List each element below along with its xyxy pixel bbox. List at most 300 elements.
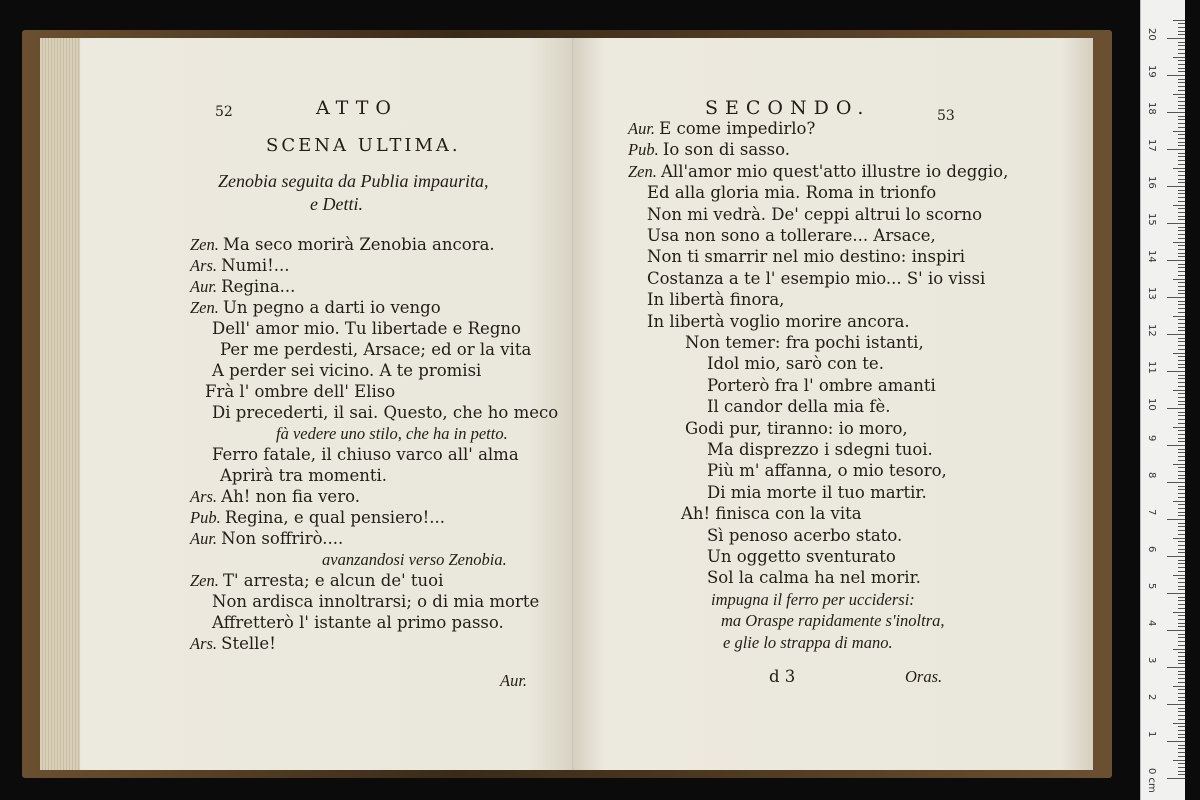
ruler-tick	[1178, 182, 1185, 183]
ruler-tick	[1178, 227, 1185, 228]
ruler-tick	[1173, 686, 1185, 687]
ruler-tick	[1178, 64, 1185, 65]
ruler-tick	[1167, 445, 1185, 446]
verse-line	[190, 486, 360, 507]
verse-line	[276, 423, 508, 444]
ruler-tick	[1178, 82, 1185, 83]
ruler-label: 7	[1146, 509, 1157, 516]
ruler-tick	[1178, 201, 1185, 202]
ruler-tick	[1178, 571, 1185, 572]
ruler-tick	[1178, 526, 1185, 527]
ruler-tick	[1178, 208, 1185, 209]
ruler-tick	[1178, 597, 1185, 598]
ruler-tick	[1178, 197, 1185, 198]
ruler-tick	[1178, 171, 1185, 172]
ruler-tick	[1178, 589, 1185, 590]
verse-line	[707, 460, 947, 481]
ruler-tick	[1167, 38, 1185, 39]
ruler-tick	[1178, 515, 1185, 516]
verse-line	[707, 482, 927, 503]
ruler-tick	[1178, 382, 1185, 383]
ruler-tick	[1178, 238, 1185, 239]
page-edges	[40, 38, 80, 770]
verse-text: Non temer: fra pochi istanti,	[685, 333, 924, 352]
ruler-tick	[1173, 131, 1185, 132]
ruler-tick	[1173, 242, 1185, 243]
measuring-ruler	[1140, 0, 1185, 800]
ruler-tick	[1178, 626, 1185, 627]
ruler-tick	[1178, 108, 1185, 109]
ruler-tick	[1178, 401, 1185, 402]
ruler-tick	[1167, 223, 1185, 224]
ruler-tick	[1178, 60, 1185, 61]
ruler-tick	[1178, 290, 1185, 291]
ruler-tick	[1178, 338, 1185, 339]
ruler-tick	[1178, 97, 1185, 98]
ruler-tick	[1178, 745, 1185, 746]
left-page	[40, 38, 573, 770]
verse-line	[212, 402, 558, 423]
ruler-tick	[1178, 549, 1185, 550]
ruler-tick	[1173, 501, 1185, 502]
ruler-tick	[1178, 660, 1185, 661]
verse-text: Un oggetto sventurato	[707, 547, 896, 566]
ruler-tick	[1167, 704, 1185, 705]
stage-direction: avanzandosi verso Zenobia.	[322, 550, 507, 569]
verse-line	[723, 632, 893, 653]
ruler-tick	[1178, 774, 1185, 775]
verse-line	[190, 255, 290, 276]
ruler-tick	[1178, 216, 1185, 217]
speaker-label: Zen.	[628, 161, 661, 181]
ruler-tick	[1178, 105, 1185, 106]
stage-direction: ma Oraspe rapidamente s'inoltra,	[721, 611, 945, 631]
ruler-tick	[1178, 634, 1185, 635]
ruler-tick	[1178, 586, 1185, 587]
verse-text: Un pegno a darti io vengo	[223, 298, 441, 317]
speaker-label: Ars.	[190, 256, 222, 275]
ruler-tick	[1178, 23, 1185, 24]
ruler-tick	[1178, 645, 1185, 646]
ruler-tick	[1178, 49, 1185, 50]
ruler-label: 14	[1146, 250, 1157, 263]
verse-line	[707, 567, 921, 588]
stage-direction: fà vedere uno stilo, che ha in petto.	[276, 424, 508, 443]
ruler-label: 13	[1146, 287, 1157, 300]
ruler-tick	[1178, 349, 1185, 350]
verse-text: Dell' amor mio. Tu libertade e Regno	[212, 319, 521, 338]
ruler-label: 17	[1146, 139, 1157, 152]
ruler-tick	[1178, 756, 1185, 757]
verse-line	[685, 332, 924, 353]
ruler-label: 12	[1146, 324, 1157, 337]
signature-mark: d 3	[769, 667, 796, 686]
left-page-number: 52	[215, 104, 233, 120]
verse-text: Regina...	[221, 277, 296, 296]
verse-text: Frà l' ombre dell' Eliso	[205, 382, 396, 401]
verse-line	[707, 353, 884, 374]
ruler-tick	[1178, 319, 1185, 320]
verse-line	[628, 118, 815, 139]
ruler-tick	[1178, 600, 1185, 601]
ruler-tick	[1178, 486, 1185, 487]
verse-line	[647, 225, 936, 246]
ruler-label: 3	[1146, 657, 1157, 664]
ruler-tick	[1178, 42, 1185, 43]
verse-line	[721, 610, 945, 631]
verse-text: Stelle!	[221, 634, 276, 653]
ruler-tick	[1178, 79, 1185, 80]
ruler-tick	[1178, 452, 1185, 453]
ruler-label: 6	[1146, 546, 1157, 553]
ruler-label: 20	[1146, 28, 1157, 41]
ruler-tick	[1178, 253, 1185, 254]
ruler-tick	[1178, 256, 1185, 257]
stage-direction: e glie lo strappa di mano.	[723, 632, 893, 652]
verse-line	[212, 444, 519, 465]
ruler-tick	[1167, 778, 1185, 779]
ruler-tick	[1178, 53, 1185, 54]
stage-direction-2: e Detti.	[310, 194, 363, 214]
ruler-tick	[1167, 112, 1185, 113]
ruler-tick	[1173, 538, 1185, 539]
ruler-tick	[1173, 279, 1185, 280]
ruler-tick	[1178, 708, 1185, 709]
verse-line	[707, 396, 890, 417]
verse-line	[212, 591, 539, 612]
ruler-tick	[1178, 153, 1185, 154]
speaker-label: Ars.	[190, 634, 222, 653]
ruler-label: 10	[1146, 398, 1157, 411]
ruler-tick	[1178, 245, 1185, 246]
ruler-tick	[1178, 737, 1185, 738]
verse-line	[190, 276, 295, 297]
ruler-tick	[1178, 719, 1185, 720]
ruler-tick	[1173, 464, 1185, 465]
verse-text: Non mi vedrà. De' ceppi altrui lo scorno	[647, 204, 983, 224]
ruler-tick	[1178, 323, 1185, 324]
ruler-tick	[1178, 619, 1185, 620]
verse-line	[212, 318, 521, 339]
ruler-label: 5	[1146, 583, 1157, 590]
ruler-label: 11	[1146, 361, 1157, 374]
ruler-tick	[1178, 730, 1185, 731]
ruler-tick	[1178, 116, 1185, 117]
ruler-tick	[1178, 748, 1185, 749]
verse-text: Per me perdesti, Arsace; ed or la vita	[220, 340, 532, 359]
ruler-tick	[1178, 212, 1185, 213]
verse-line	[190, 570, 443, 591]
verse-text: E come impedirlo?	[659, 119, 816, 138]
speaker-label: Ars.	[190, 487, 222, 506]
ruler-tick	[1178, 378, 1185, 379]
ruler-tick	[1178, 393, 1185, 394]
verse-text: Costanza a te l' esempio mio... S' io vissi	[647, 268, 986, 288]
ruler-label: 15	[1146, 213, 1157, 226]
ruler-tick	[1178, 101, 1185, 102]
stage-direction-1: Zenobia seguita da Publia impaurita,	[218, 171, 489, 191]
ruler-tick	[1178, 478, 1185, 479]
verse-text: Ed alla gloria mia. Roma in trionfo	[647, 183, 937, 203]
verse-text: Più m' affanna, o mio tesoro,	[707, 461, 947, 481]
ruler-tick	[1178, 682, 1185, 683]
ruler-tick	[1178, 663, 1185, 664]
verse-text: Di mia morte il tuo martir.	[707, 482, 927, 502]
verse-text: In libertà finora,	[647, 290, 785, 310]
ruler-tick	[1173, 57, 1185, 58]
ruler-tick	[1178, 752, 1185, 753]
ruler-tick	[1178, 434, 1185, 435]
ruler-tick	[1167, 482, 1185, 483]
ruler-tick	[1178, 367, 1185, 368]
ruler-tick	[1178, 179, 1185, 180]
ruler-tick	[1178, 656, 1185, 657]
ruler-tick	[1167, 186, 1185, 187]
ruler-tick	[1178, 763, 1185, 764]
ruler-tick	[1178, 301, 1185, 302]
ruler-tick	[1167, 334, 1185, 335]
ruler-tick	[1178, 423, 1185, 424]
verse-line	[190, 528, 343, 549]
ruler-tick	[1178, 567, 1185, 568]
ruler-tick	[1178, 419, 1185, 420]
ruler-tick	[1178, 293, 1185, 294]
ruler-tick	[1167, 297, 1185, 298]
ruler-label: 8	[1146, 472, 1157, 479]
ruler-label: 16	[1146, 176, 1157, 189]
ruler-tick	[1173, 760, 1185, 761]
ruler-tick	[1178, 604, 1185, 605]
ruler-tick	[1173, 168, 1185, 169]
ruler-tick	[1178, 397, 1185, 398]
ruler-tick	[1178, 608, 1185, 609]
verse-line	[212, 360, 481, 381]
ruler-label: 9	[1146, 435, 1157, 442]
ruler-tick	[1178, 312, 1185, 313]
ruler-tick	[1178, 415, 1185, 416]
ruler-label: 0 cm	[1146, 768, 1157, 793]
ruler-tick	[1178, 493, 1185, 494]
ruler-tick	[1178, 552, 1185, 553]
ruler-tick	[1178, 430, 1185, 431]
ruler-tick	[1178, 345, 1185, 346]
speaker-label: Zen.	[190, 298, 223, 317]
ruler-tick	[1178, 286, 1185, 287]
verse-text: T' arresta; e alcun de' tuoi	[223, 571, 444, 590]
ruler-tick	[1178, 219, 1185, 220]
verse-line	[647, 182, 936, 203]
ruler-tick	[1178, 119, 1185, 120]
verse-text: Numi!...	[221, 256, 290, 275]
verse-line	[190, 633, 276, 654]
verse-text: Ah! finisca con la vita	[681, 504, 862, 524]
verse-line	[647, 246, 965, 267]
ruler-tick	[1178, 282, 1185, 283]
verse-text: All'amor mio quest'atto illustre io deggio,	[661, 161, 1009, 181]
ruler-tick	[1167, 630, 1185, 631]
left-running-head: ATTO	[316, 97, 398, 119]
ruler-tick	[1178, 678, 1185, 679]
ruler-tick	[1178, 190, 1185, 191]
verse-text: Idol mio, sarò con te.	[707, 354, 884, 374]
verse-line	[647, 289, 784, 310]
speaker-label: Zen.	[190, 235, 223, 254]
ruler-tick	[1167, 593, 1185, 594]
ruler-tick	[1178, 504, 1185, 505]
ruler-label: 2	[1146, 694, 1157, 701]
verse-text: Usa non sono a tollerare... Arsace,	[647, 226, 936, 245]
ruler-label: 4	[1146, 620, 1157, 627]
verse-line	[190, 507, 445, 528]
ruler-tick	[1178, 31, 1185, 32]
verse-line	[707, 546, 896, 567]
ruler-tick	[1178, 615, 1185, 616]
ruler-tick	[1178, 360, 1185, 361]
ruler-tick	[1178, 652, 1185, 653]
ruler-tick	[1178, 275, 1185, 276]
ruler-tick	[1178, 467, 1185, 468]
ruler-tick	[1167, 741, 1185, 742]
verse-text: Porterò fra l' ombre amanti	[707, 375, 936, 395]
ruler-tick	[1167, 519, 1185, 520]
ruler-tick	[1178, 641, 1185, 642]
ruler-tick	[1178, 71, 1185, 72]
ruler-tick	[1178, 375, 1185, 376]
ruler-tick	[1173, 353, 1185, 354]
ruler-tick	[1178, 449, 1185, 450]
verse-text: Sì penoso acerbo stato.	[707, 525, 903, 545]
ruler-tick	[1173, 649, 1185, 650]
ruler-tick	[1178, 308, 1185, 309]
ruler-tick	[1178, 456, 1185, 457]
ruler-tick	[1173, 316, 1185, 317]
right-running-head: SECONDO.	[705, 97, 871, 119]
ruler-tick	[1178, 700, 1185, 701]
speaker-label: Aur.	[190, 277, 222, 296]
speaker-label: Zen.	[190, 571, 223, 590]
verse-line	[628, 161, 1008, 182]
verse-line	[685, 418, 908, 439]
ruler-tick	[1173, 205, 1185, 206]
left-catchword: Aur.	[500, 671, 528, 690]
verse-line	[707, 439, 933, 460]
ruler-tick	[1178, 249, 1185, 250]
right-page	[573, 38, 1093, 770]
ruler-tick	[1178, 508, 1185, 509]
verse-text: Di precederti, il sai. Questo, che ho meco	[212, 403, 559, 422]
ruler-tick	[1178, 489, 1185, 490]
verse-text: Ferro fatale, il chiuso varco all' alma	[212, 445, 519, 464]
verse-text: Ah! non fia vero.	[221, 487, 360, 506]
ruler-tick	[1178, 271, 1185, 272]
ruler-tick	[1178, 68, 1185, 69]
ruler-tick	[1178, 734, 1185, 735]
verse-line	[711, 589, 915, 610]
verse-line	[647, 204, 982, 225]
ruler-tick	[1178, 471, 1185, 472]
right-catchword: Oras.	[905, 667, 943, 686]
verse-line	[647, 311, 910, 332]
ruler-tick	[1178, 726, 1185, 727]
verse-text: Godi pur, tiranno: io moro,	[685, 418, 908, 438]
ruler-tick	[1178, 582, 1185, 583]
ruler-tick	[1178, 330, 1185, 331]
verse-line	[205, 381, 395, 402]
ruler-tick	[1178, 175, 1185, 176]
ruler-tick	[1178, 534, 1185, 535]
ruler-tick	[1167, 75, 1185, 76]
verse-text: In libertà voglio morire ancora.	[647, 311, 910, 331]
ruler-tick	[1173, 575, 1185, 576]
ruler-tick	[1178, 45, 1185, 46]
verse-text: Aprirà tra momenti.	[220, 466, 387, 485]
ruler-tick	[1173, 612, 1185, 613]
ruler-tick	[1178, 460, 1185, 461]
ruler-tick	[1178, 364, 1185, 365]
ruler-tick	[1178, 193, 1185, 194]
ruler-tick	[1178, 512, 1185, 513]
verse-text: Non ardisca innoltrarsi; o di mia morte	[212, 592, 540, 611]
book-spread	[22, 30, 1112, 778]
ruler-tick	[1173, 390, 1185, 391]
ruler-tick	[1173, 723, 1185, 724]
speaker-label: Pub.	[628, 140, 663, 160]
ruler-tick	[1178, 523, 1185, 524]
verse-line	[322, 549, 507, 570]
ruler-tick	[1178, 541, 1185, 542]
verse-text: Ma disprezzo i sdegni tuoi.	[707, 440, 933, 459]
ruler-tick	[1167, 556, 1185, 557]
verse-line	[647, 268, 985, 289]
ruler-tick	[1178, 711, 1185, 712]
ruler-tick	[1178, 164, 1185, 165]
speaker-label: Pub.	[190, 508, 225, 527]
ruler-tick	[1178, 530, 1185, 531]
verse-text: Il candor della mia fè.	[707, 397, 891, 417]
ruler-tick	[1178, 475, 1185, 476]
verse-text: Regina, e qual pensiero!...	[224, 508, 446, 527]
ruler-tick	[1167, 371, 1185, 372]
ruler-tick	[1178, 771, 1185, 772]
ruler-label: 1	[1146, 731, 1157, 738]
verse-line	[628, 139, 790, 160]
ruler-tick	[1173, 427, 1185, 428]
speaker-label: Aur.	[628, 119, 660, 138]
verse-text: Non soffrirò....	[221, 529, 344, 548]
ruler-tick	[1178, 563, 1185, 564]
ruler-tick	[1178, 412, 1185, 413]
verse-line	[707, 525, 902, 546]
ruler-tick	[1178, 264, 1185, 265]
ruler-tick	[1178, 438, 1185, 439]
ruler-tick	[1173, 94, 1185, 95]
verse-text: Non ti smarrir nel mio destino: inspiri	[647, 247, 965, 267]
ruler-tick	[1178, 356, 1185, 357]
ruler-tick	[1178, 637, 1185, 638]
ruler-tick	[1178, 145, 1185, 146]
ruler-tick	[1178, 623, 1185, 624]
scene-title: SCENA ULTIMA.	[266, 135, 461, 156]
ruler-tick	[1178, 86, 1185, 87]
verse-line	[220, 465, 387, 486]
ruler-tick	[1178, 674, 1185, 675]
verse-line	[190, 297, 441, 318]
verse-line	[707, 375, 936, 396]
ruler-tick	[1178, 34, 1185, 35]
ruler-tick	[1178, 386, 1185, 387]
stage-direction: impugna il ferro per uccidersi:	[711, 589, 915, 609]
ruler-tick	[1178, 545, 1185, 546]
